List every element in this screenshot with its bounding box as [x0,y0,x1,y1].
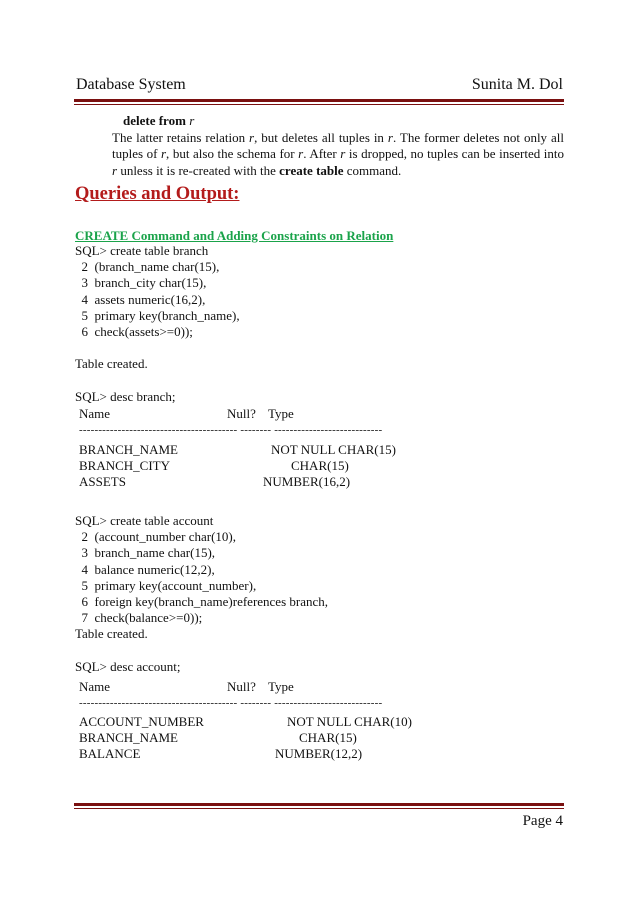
header-title: Database System [76,76,186,93]
subsection-heading: CREATE Command and Adding Constraints on Relation [75,228,394,243]
footer-rule [74,803,564,806]
branch-create-sql: SQL> create table branch 2 (branch_name char(15), 3 branch_city char(15), 4 assets numeric(16,2), 5 primary key(branch_name), 6 check(assets>=0)); Table created. SQL> desc branch; [75,243,240,404]
page-number: Page 4 [522,813,563,829]
footer-rule-thin [74,808,564,809]
branch-desc-row: BRANCH_NAME NOT NULL CHAR(15) [79,442,396,457]
account-desc-row: ACCOUNT_NUMBER NOT NULL CHAR(10) [79,714,412,729]
delete-statement: delete from r [123,113,195,128]
account-create-sql: SQL> create table account 2 (account_number char(10), 3 branch_name char(15), 4 balance numeric(12,2), 5 primary key(account_number), 6 foreign key(branch_name)references branch, 7 check(balance>=0)); Table created. SQL> desc account; [75,513,329,674]
header-rule-thin [74,104,564,105]
header-rule [74,99,564,102]
col-type: Type [268,679,294,694]
intro-paragraph: The latter retains relation r, but deletes all tuples in r. The former deletes not only all tuples of r, but also the schema for r. After r is dropped, no tuples can be inserted into r unless it is re-created with the create table command. [112,129,564,178]
branch-desc-row: ASSETS NUMBER(16,2) [79,474,351,489]
section-heading: Queries and Output: [75,184,240,204]
col-name: Name [79,406,111,421]
branch-desc-divider: ----------------------------------------- -------- ---------------------------- [79,424,383,436]
branch-desc-row: BRANCH_CITY CHAR(15) [79,458,349,473]
account-desc-row: BALANCE NUMBER(12,2) [79,746,363,761]
col-name: Name [79,679,111,694]
col-null: Null? [227,679,256,694]
account-desc-row: BRANCH_NAME CHAR(15) [79,730,357,745]
header-author: Sunita M. Dol [471,76,563,93]
col-null: Null? [227,406,256,421]
col-type: Type [268,406,294,421]
account-desc-divider: ----------------------------------------- -------- ---------------------------- [79,697,383,709]
intro-block [112,113,564,179]
